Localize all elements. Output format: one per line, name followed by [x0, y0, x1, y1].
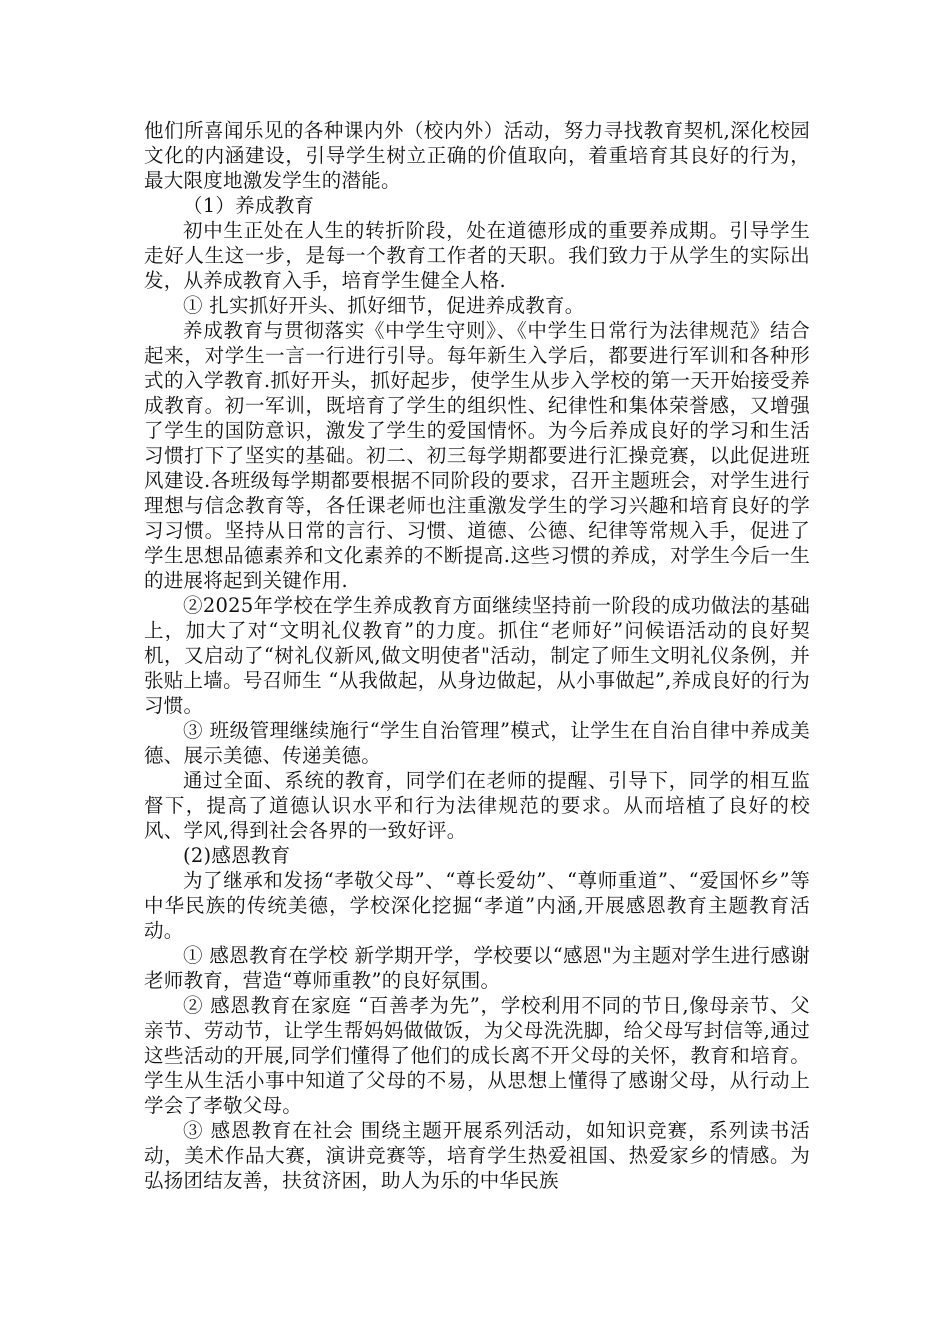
body-paragraph: 初中生正处在人生的转折阶段，处在道德形成的重要养成期。引导学生走好人生这一步，是每一个教育工作者的天职。我们致力于从学生的实际出发，从养成教育入手，培育学生健全人格. — [144, 219, 810, 292]
section-heading-habit-education: （1）养成教育 — [183, 194, 315, 217]
body-paragraph: ② 感恩教育在家庭 “百善孝为先”，学校利用不同的节日,像母亲节、父亲节、劳动节，让学生帮妈妈做做饭，为父母洗洗脚，给父母写封信等,通过这些活动的开展,同学们懂得了他们的成长离不开父母的关怀，教育和培育。学生从生活小事中知道了父母的不易，从思想上懂得了感谢父母，从行动上学会了孝敬父母。 — [144, 994, 810, 1117]
body-paragraph: ③ 感恩教育在社会 围绕主题开展系列活动，如知识竞赛，系列读书活动，美术作品大赛，演讲竞赛等，培育学生热爱祖国、热爱家乡的情感。为弘扬团结友善，扶贫济困，助人为乐的中华民族 — [144, 1119, 810, 1192]
body-paragraph: 通过全面、系统的教育，同学们在老师的提醒、引导下，同学的相互监督下，提高了道德认识水平和行为法律规范的要求。从而培植了良好的校风、学风,得到社会各界的一致好评。 — [144, 769, 810, 842]
section-heading-gratitude-education: (2)感恩教育 — [183, 844, 291, 867]
document-page — [144, 118, 810, 1193]
body-paragraph: 养成教育与贯彻落实《中学生守则》、《中学生日常行为法律规范》结合起来，对学生一言一行进行引导。每年新生入学后，都要进行军训和各种形式的入学教育.抓好开头，抓好起步，使学生从步入学校的第一天开始接受养成教育。初一军训，既培育了学生的组织性、纪律性和集体荣誉感，又增强了学生的国防意识，激发了学生的爱国情怀。为今后养成良好的学习和生活习惯打下了坚实的基础。初二、初三每学期都要进行汇操竞赛，以此促进班风建设.各班级每学期都要根据不同阶段的要求，召开主题班会，对学生进行理想与信念教育等，各任课老师也注重激发学生的学习兴趣和培育良好的学习习惯。坚持从日常的言行、习惯、道德、公德、纪律等常规入手，促进了学生思想品德素养和文化素养的不断提高.这些习惯的养成，对学生今后一生的进展将起到关键作用. — [144, 319, 810, 592]
body-paragraph: ③ 班级管理继续施行“学生自治管理”模式，让学生在自治自律中养成美德、展示美德、传递美德。 — [144, 719, 810, 767]
body-paragraph: ① 感恩教育在学校 新学期开学，学校要以“感恩"为主题对学生进行感谢老师教育，营造“尊师重教”的良好氛围。 — [144, 944, 810, 992]
body-paragraph: ②2025年学校在学生养成教育方面继续坚持前一阶段的成功做法的基础上，加大了对“文明礼仪教育”的力度。抓住“老师好”问候语活动的良好契机，又启动了“树礼仪新风,做文明使者"活动，制定了师生文明礼仪条例，并张贴上墙。号召师生 “从我做起，从身边做起，从小事做起”,养成良好的行为习惯。 — [144, 594, 810, 717]
body-paragraph: 他们所喜闻乐见的各种课内外（校内外）活动，努力寻找教育契机,深化校园文化的内涵建设，引导学生树立正确的价值取向，着重培育其良好的行为，最大限度地激发学生的潜能。 — [144, 119, 810, 192]
list-item-heading: ① 扎实抓好开头、抓好细节，促进养成教育。 — [183, 294, 585, 317]
body-paragraph: 为了继承和发扬“孝敬父母”、“尊长爱幼”、“尊师重道”、“爱国怀乡”等中华民族的传统美德，学校深化挖掘“孝道”内涵,开展感恩教育主题教育活动。 — [144, 869, 810, 942]
